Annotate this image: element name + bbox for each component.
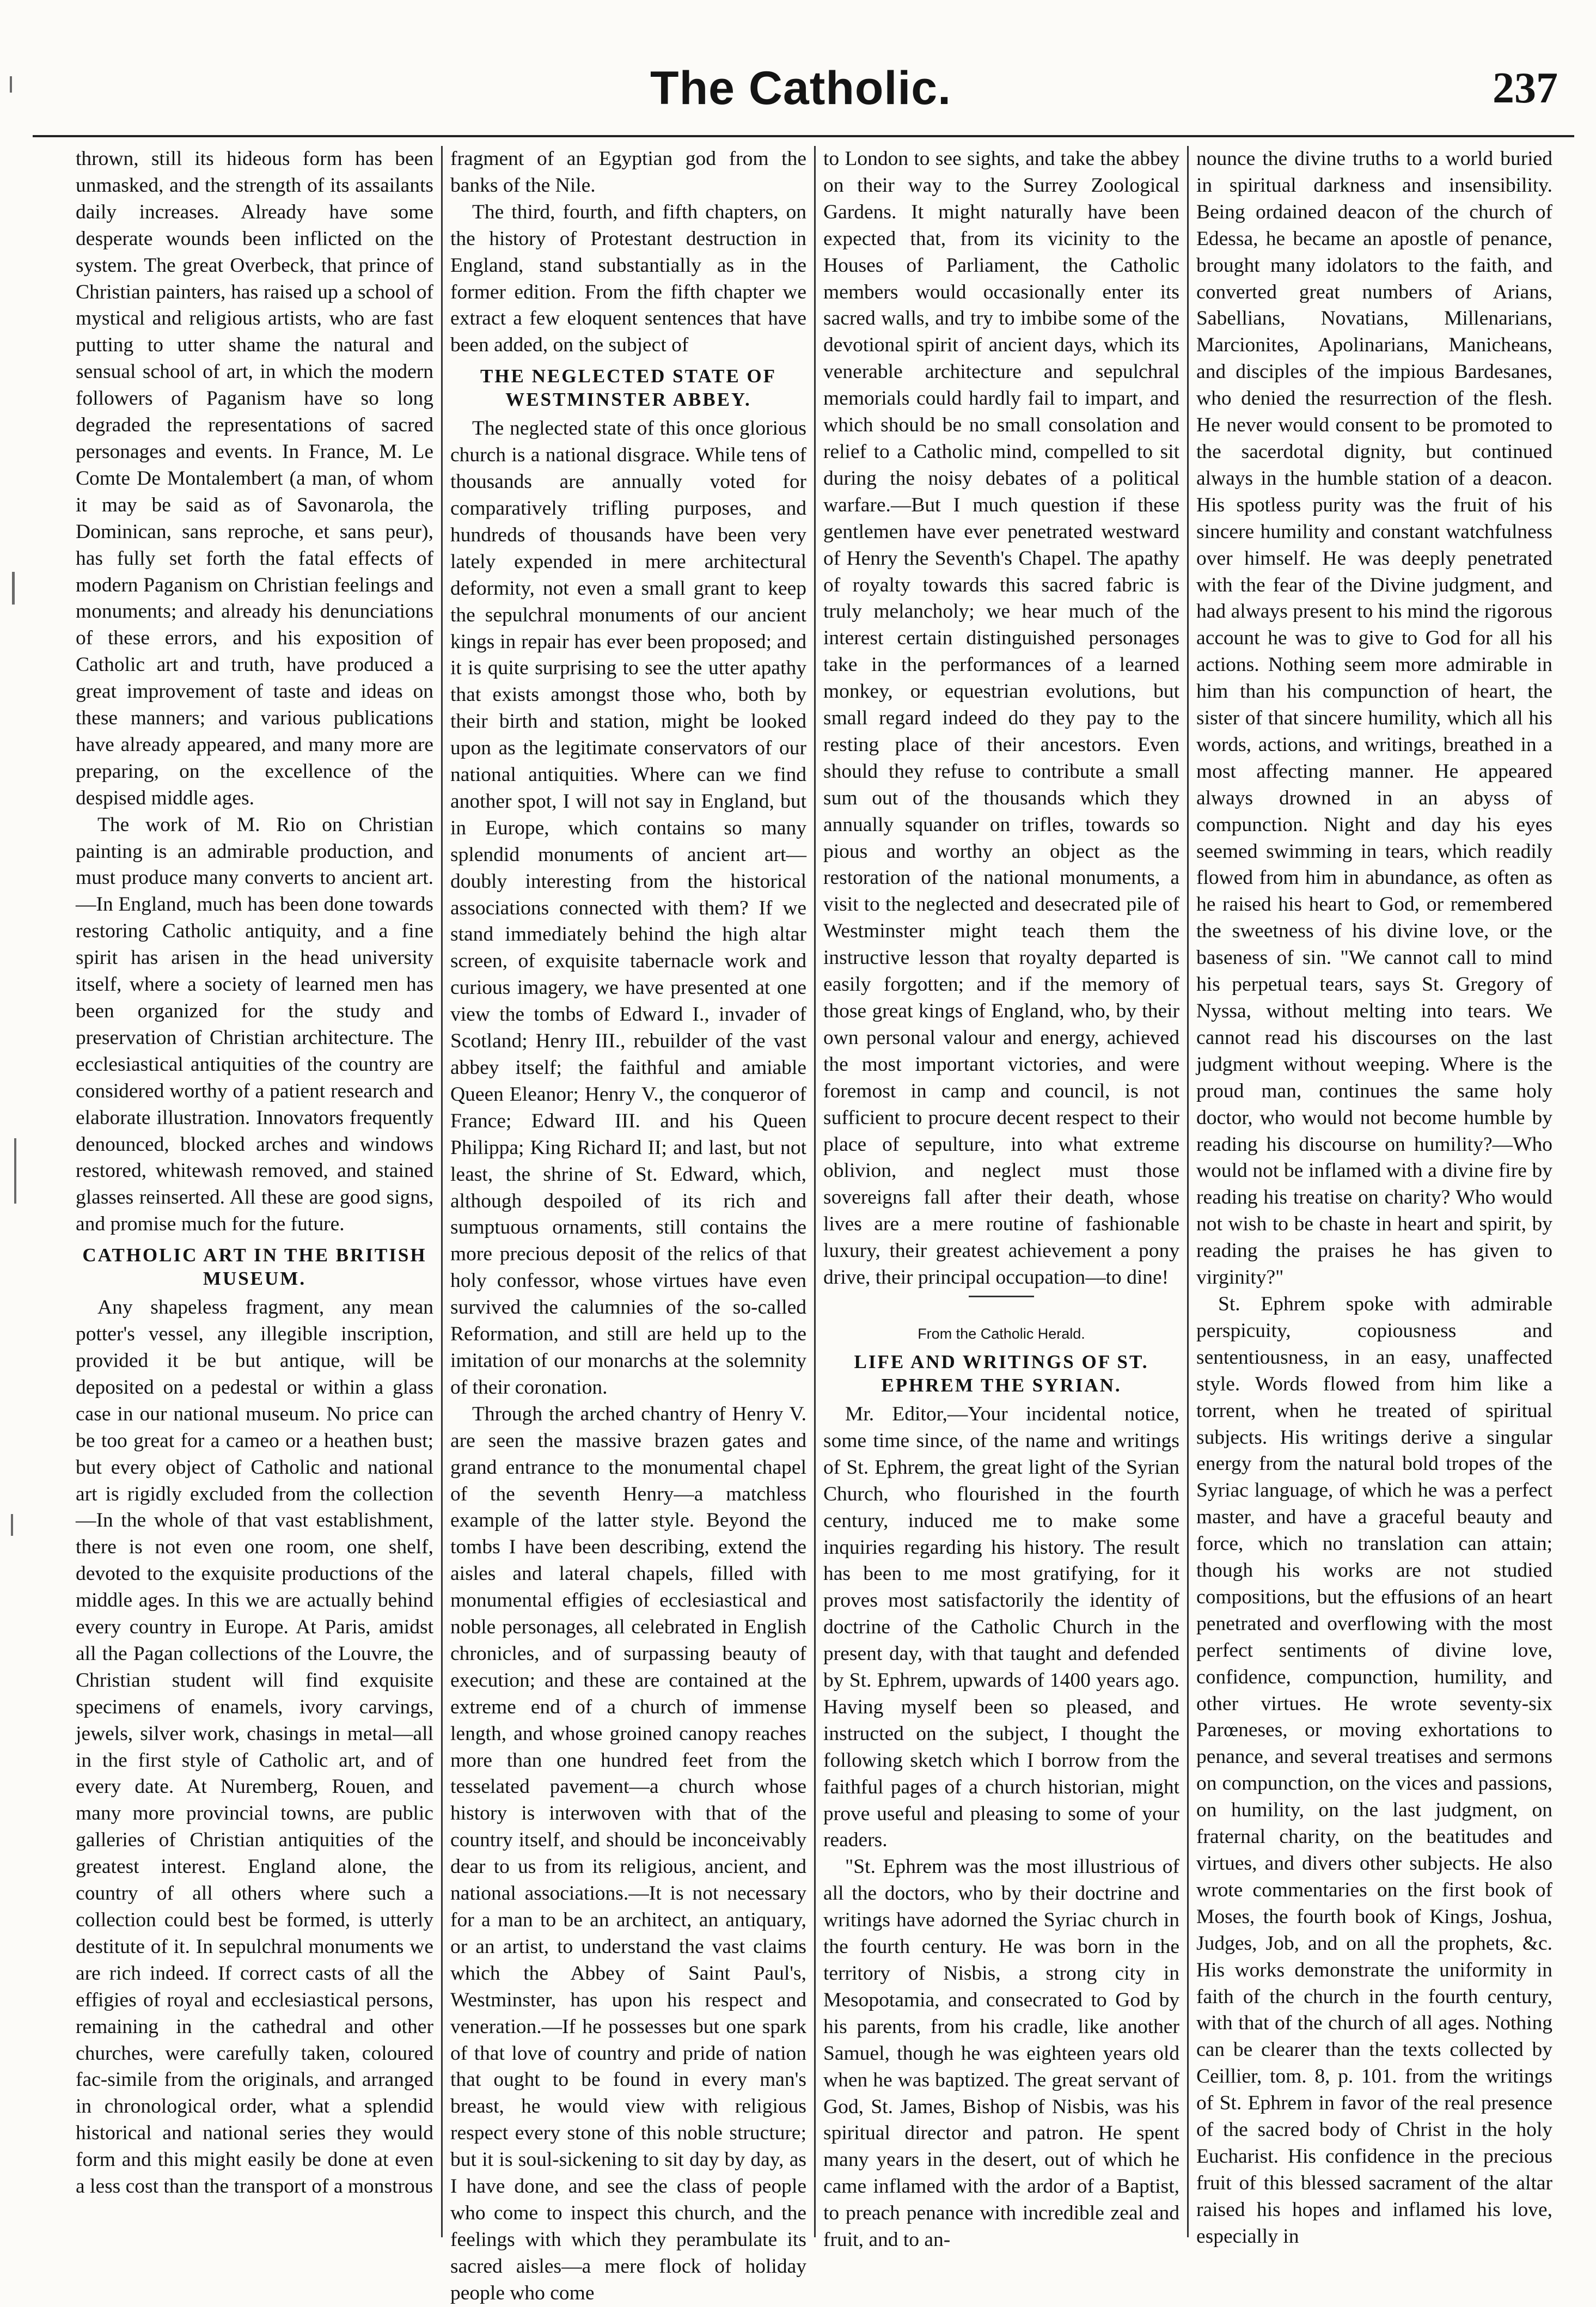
paragraph: The work of M. Rio on Christian painting is an admirable production, and must produce many converts to ancient art.—In England, much has been done towards restoring Catholic antiquity, and a fine spirit has arisen in the head university itself, where a society of learned men has been organized for the study and preservation of Christian architecture. The ecclesiastical antiquities of the country are considered worthy of a patient research and elaborate illustration. Innovators frequently denounced, blocked arches and windows restored, whitewash removed, and stained glasses reinserted. All these are good signs, and promise much for the future. <box>76 813 433 1236</box>
paragraph: to London to see sights, and take the abbey on their way to the Surrey Zoological Gardens. It might naturally have been expected that, from its vicinity to the Houses of Parliament, the Catholic members would occasionally enter its sacred walls, and try to imbibe some of the devotional spirit of ancient days, which its venerable architecture and sepulchral memorials could hardly fail to impart, and which should be no small consolation and relief to a Catholic mind, compelled to sit during the noisy debates of a political warfare.—But I much question if these gentlemen have ever penetrated westward of Henry the Seventh's Chapel. The apathy of royalty towards this sacred fabric is truly melancholy; we hear much of the interest certain distinguished personages take in the performances of a learned monkey, or equestrian evolutions, but small regard indeed do they pay to the resting place of their ancestors. Even should they refuse to contribute a small sum out of the thousands which they annually squander on trifles, towards so pious and worthy an object as the restoration of the national monuments, a visit to the neglected and desecrated pile of Westminster might teach them the instructive lesson that royalty departed is easily forgotten; and if the memory of those great kings of England, who, by their own personal valour and energy, achieved the most important victories, and were foremost in camp and council, is not sufficient to procure decent respect to their place of sepulture, into what extreme oblivion, and neglect must those sovereigns fall after their death, whose lives are a mere routine of fashionable luxury, their greatest achievement a pony drive, their principal occupation—to dine! <box>823 148 1179 1289</box>
scan-speck <box>11 1514 13 1536</box>
column-3 <box>814 146 1187 2251</box>
paragraph: Any shapeless fragment, any mean potter's vessel, any illegible inscription, provided it be but antique, will be deposited on a pedestal or within a glass case in our national museum. No price can be too great for a cameo or a heathen bust; but every object of Catholic and national art is rigidly excluded from the collection—In the whole of that vast establishment, there is not even one room, one shelf, devoted to the exquisite productions of the middle ages. In this we are actually behind every country in Europe. At Paris, amidst all the Pagan collections of the Louvre, the Christian student will find exquisite specimens of enamels, ivory carvings, jewels, silver work, chasings in metal—all in the first style of Catholic art, and of every date. At Nuremberg, Rouen, and many more provincial towns, are public galleries of Christian antiquities of the greatest interest. England alone, the country of all others where such a collection could best be formed, is utterly destitute of it. In sepulchral monuments we are rich indeed. If correct casts of all the effigies of royal and ecclesiastical persons, remaining in the cathedral and other churches, were carefully taken, coloured fac-simile from the originals, and arranged in chronological order, what a splendid historical and national series they would form and this might easily be done at even a less cost than the transport of a monstrous <box>76 1296 433 2198</box>
section-heading: CATHOLIC ART IN THE BRITISH MUSEUM. <box>82 1244 427 1290</box>
scan-speck <box>14 1138 16 1204</box>
text-columns <box>68 146 1560 2304</box>
paragraph: St. Ephrem spoke with admirable perspicuity, copiousness and sententiousness, in an easy, unaffected style. Words flowed from him like a torrent, when he treated of spiritual subjects. His writings derive a singular energy from the natural bold tropes of the Syriac language, of which he was a perfect master, and have a graceful beauty and force, which no translation can attain; though his works are not studied compositions, but the effusions of an heart penetrated and overflowing with the most perfect sentiments of divine love, confidence, compunction, humility, and other virtues. He wrote seventy-six Parœneses, or moving exhortations to penance, and several treatises and sermons on compunction, on the vices and passions, on humility, on the last judgment, on fraternal charity, on the beatitudes and virtues, and divers other subjects. He also wrote commentaries on the first book of Moses, the fourth book of Kings, Joshua, Judges, Job, and on all the prophets, &c. His works demonstrate the uniformity in faith of the church in the fourth century, with that of the church of all ages. Nothing can be clearer than the texts collected by Ceillier, tom. 8, p. 101. from the writings of St. Ephrem in favor of the real presence of the sacred body of Christ in the holy Eucharist. His confidence in the precious fruit of this blessed sacrament of the altar raised his hopes and inflamed his love, especially in <box>1196 1292 1552 2248</box>
section-heading: LIFE AND WRITINGS OF ST. EPHREM THE SYRIAN. <box>854 1351 1149 1396</box>
column-4 <box>1187 146 1560 2248</box>
paragraph: "St. Ephrem was the most illustrious of all the doctors, who by their doctrine and writings have adorned the Syriac church in the fourth century. He was born in the territory of Nisbis, a strong city in Mesopotamia, and consecrated to God by his parents, from his cradle, like another Samuel, though he was eighteen years old when he was baptized. The great servant of God, St. James, Bishop of Nisbis, was his spiritual director and patron. He spent many years in the desert, out of which he came inflamed with the ardor of a Baptist, to preach penance with incredible zeal and fruit, and to an- <box>823 1856 1179 2251</box>
source-credit: From the Catholic Herald. <box>918 1325 1085 1342</box>
page-number: 237 <box>1493 64 1558 112</box>
paragraph: The third, fourth, and fifth chapters, on the history of Protestant destruction in England, stand substantially as in the former edition. From the fifth chapter we extract a few eloquent sentences that have been added, on the subject of <box>450 200 806 357</box>
scan-speck <box>12 572 15 605</box>
paragraph: nounce the divine truths to a world buried in spiritual darkness and insensibility. Being ordained deacon of the church of Edessa, he became an apostle of penance, brought many idolators to the faith, and converted great numbers of Arians, Sabellians, Novatians, Millenarians, Marcionites, Apolinarians, Manicheans, and disciples of the impious Bardesanes, who denied the resurrection of the flesh. He never would consent to be promoted to the sacerdotal dignity, but continued always in the humble station of a deacon. His spotless purity was the fruit of his sincere humility and constant watchfulness over himself. He was deeply penetrated with the fear of the Divine judgment, and had always present to his mind the rigorous account he was to give to God for all his actions. Nothing seem more admirable in him than his compunction of heart, the sister of that sincere humility, which all his words, actions, and writings, breathed in a most affecting manner. He appeared always drowned in an abyss of compunction. Night and day his eyes seemed swimming in tears, which readily flowed from him in abundance, as often as he raised his heart to God, or remembered the sweetness of his divine love, or the baseness of sin. "We cannot call to mind his perpetual tears, says St. Gregory of Nyssa, without melting into tears. We cannot read his discourses on the last judgment without weeping. Where is the proud man, continues the same holy doctor, who would not become humble by reading his discourse on humility?—Who would not be inflamed with a divine fire by reading his treatise on charity? Who would not wish to be chaste in heart and spirit, by reading the praises he has given to virginity?" <box>1196 148 1552 1289</box>
column-2 <box>441 146 814 2304</box>
page-header <box>38 52 1563 133</box>
paragraph: Mr. Editor,—Your incidental notice, some time since, of the name and writings of St. Ephrem, the great light of the Syrian Church, who flourished in the fourth century, induced me to make some inquiries regarding his history. The result has been to me most gratifying, for it proves most satisfactorily the identity of doctrine of the Catholic Church in the present day, with that taught and defended by St. Ephrem, upwards of 1400 years ago. Having myself been so pleased, and instructed on the subject, I thought the following sketch which I borrow from the faithful pages of a church historian, might prove useful and pleasing to some of your readers. <box>823 1402 1179 1852</box>
paragraph: The neglected state of this once glorious church is a national disgrace. While tens of thousands are annually voted for comparatively trifling purposes, and hundreds of thousands have been very lately expended in mere architectural deformity, not even a small grant to keep the sepulchral monuments of our ancient kings in repair has ever been proposed; and it is quite surprising to see the utter apathy that exists amongst those who, both by their birth and station, might be looked upon as the legitimate conservators of our national antiquities. Where can we find another spot, I will not say in England, but in Europe, which contains so many splendid monuments of ancient art—doubly interesting from the historical associations connected with them? If we stand immediately behind the high altar screen, of exquisite tabernacle work and curious imagery, we have presented at one view the tombs of Edward I., invader of Scotland; Henry III., rebuilder of the vast abbey itself; the faithful and amiable Queen Eleanor; Henry V., the conqueror of France; Edward III. and his Queen Philippa; King Richard II; and last, but not least, the shrine of St. Edward, which, although despoiled of its rich and sumptuous ornaments, still contains the more precious deposit of the relics of that holy confessor, whose virtues have even survived the calumnies of the so-called Reformation, and still are held up to the imitation of our monarchs at the solemnity of their coronation. <box>450 417 806 1399</box>
running-title: The Catholic. <box>650 62 951 114</box>
scan-speck <box>10 76 12 93</box>
section-heading: THE NEGLECTED STATE OF WESTMINSTER ABBEY. <box>480 365 777 411</box>
paragraph: thrown, still its hideous form has been unmasked, and the strength of its assailants daily increases. Already have some desperate wounds been inflicted on the system. The great Overbeck, that prince of Christian painters, has raised up a school of mystical and religious artists, who are fast putting to utter shame the natural and sensual school of art, in which the modern followers of Paganism have so long degraded the representations of sacred personages and events. In France, M. Le Comte De Montalembert (a man, of whom it may be said as of Savonarola, the Dominican, sans reproche, et sans peur), has fully set forth the fatal effects of modern Paganism on Christian feelings and monuments; and already his denunciations of these errors, and his exposition of Catholic art and truth, have produced a great improvement of taste and ideas on these manners; and various publications have already appeared, and many more are preparing, on the excellence of the despised middle ages. <box>76 148 433 809</box>
divider <box>969 1296 1034 1297</box>
column-1 <box>68 146 441 2237</box>
paragraph: fragment of an Egyptian god from the banks of the Nile. <box>450 148 806 197</box>
header-rule <box>33 135 1574 137</box>
paragraph: Through the arched chantry of Henry V. are seen the massive brazen gates and grand entrance to the monumental chapel of the seventh Henry—a matchless example of the latter style. Beyond the tombs I have been describing, extend the aisles and lateral chapels, filled with monumental effigies of ecclesiastical and noble personages, all celebrated in English chronicles, and of surpassing beauty of execution; and these are contained at the extreme end of a church of immense length, and whose groined canopy reaches more than one hundred feet from the tesselated pavement—a church whose history is interwoven with that of the country itself, and should be inconceivably dear to us from its religious, ancient, and national associations.—It is not necessary for a man to be an architect, an antiquary, or an artist, to understand the vast claims which the Abbey of Saint Paul's, Westminster, has upon his respect and veneration.—If he possesses but one spark of that love of country and pride of nation that ought to be found in every man's breast, he would view with religious respect every stone of this noble structure; but it is soul-sickening to sit day by day, as I have done, and see the class of people who come to inspect this church, and the feelings with which they perambulate its sacred aisles—a mere flock of holiday people who come <box>450 1402 806 2304</box>
